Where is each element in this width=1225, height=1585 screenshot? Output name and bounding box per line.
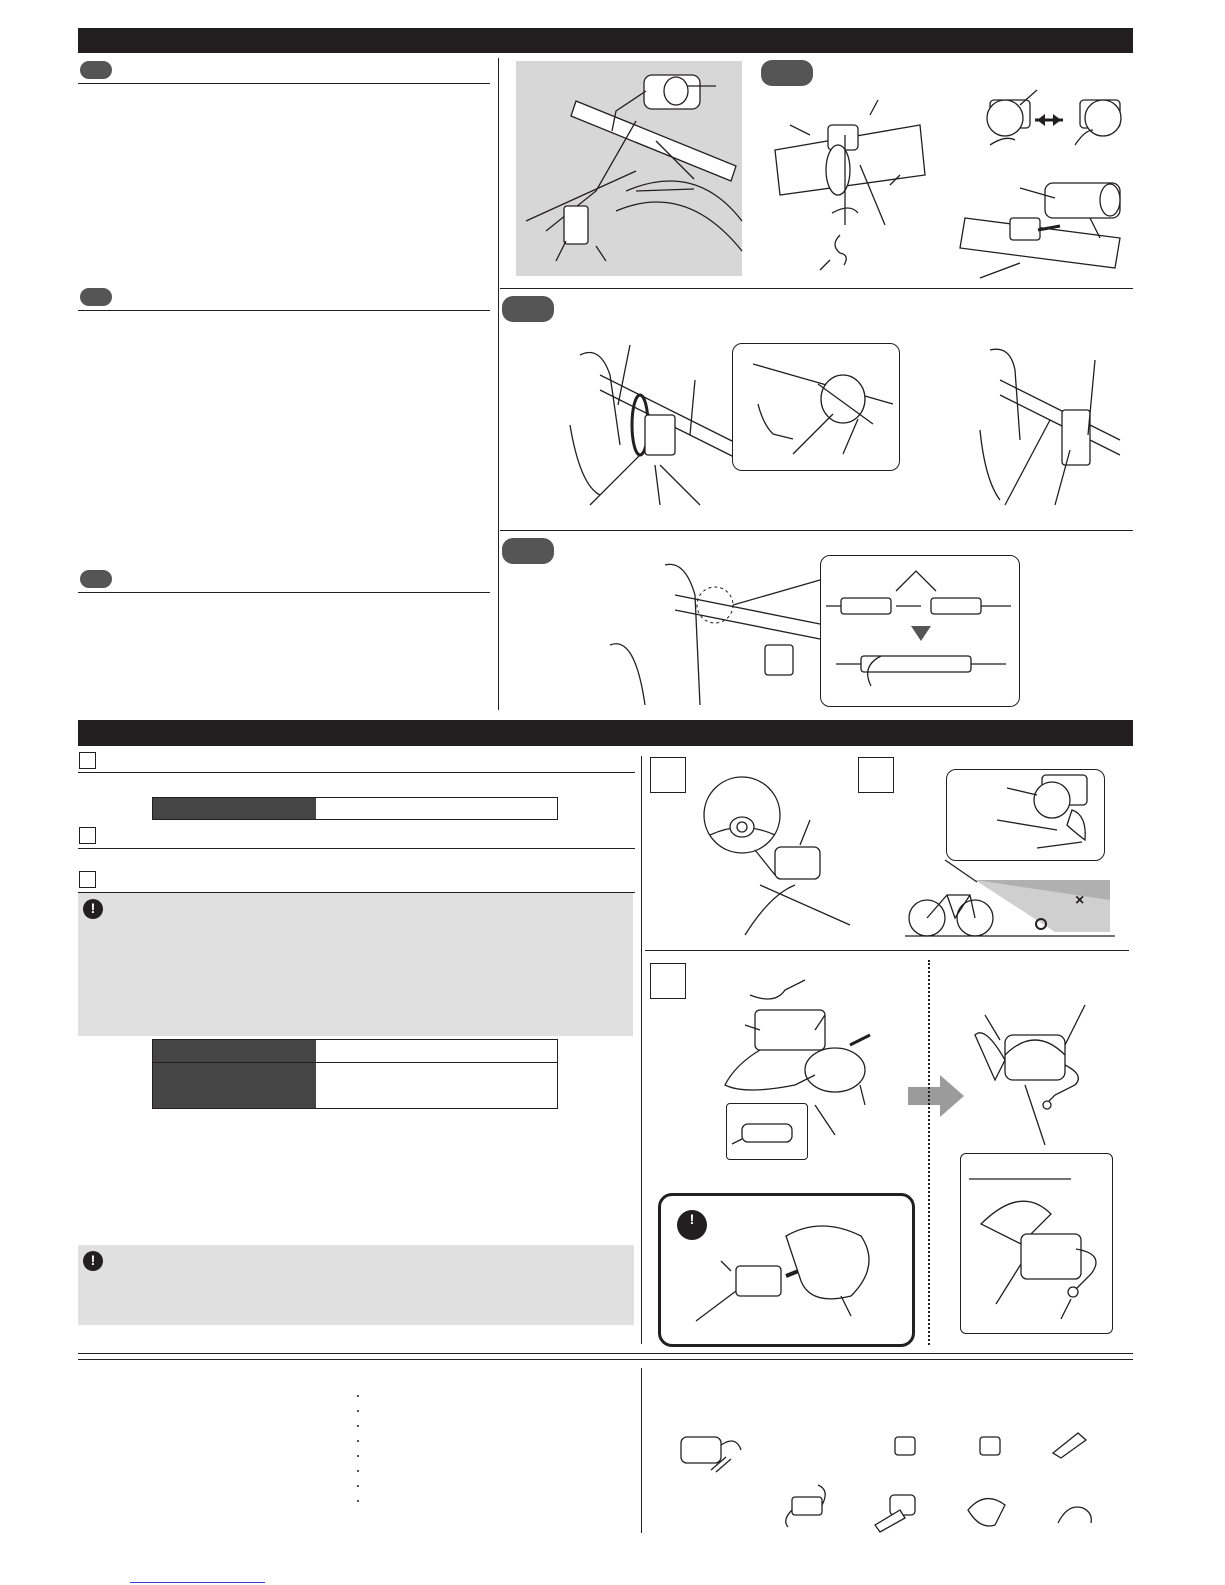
step-badge-4 <box>761 60 813 86</box>
divider <box>500 530 1133 531</box>
strap-detail-inset <box>732 343 900 471</box>
figure-number-b <box>858 757 894 793</box>
light-unit-accessory <box>676 1425 746 1475</box>
step-number-3 <box>79 871 96 888</box>
bicycle-beam-illustration <box>905 860 1115 940</box>
warning-icon <box>83 899 103 919</box>
lens-rotation-illustration <box>975 90 1125 160</box>
divider <box>78 83 490 84</box>
x-mark-icon: × <box>1075 892 1085 909</box>
dotted-divider <box>928 960 930 1345</box>
divider <box>78 592 490 593</box>
divider <box>500 288 1133 289</box>
cable-accessory <box>1053 1498 1098 1533</box>
warning-box <box>78 893 633 1036</box>
figure-number-a <box>650 757 686 793</box>
column-divider <box>641 1368 642 1533</box>
battery-case-accessory <box>960 1490 1015 1535</box>
step-badge-3 <box>80 570 112 588</box>
bracket-illustration <box>770 95 940 270</box>
warning-inset <box>658 1193 915 1347</box>
light-attach-illustration <box>960 178 1130 278</box>
footer-divider <box>78 1359 1133 1360</box>
plug-detail-inset <box>726 1103 808 1160</box>
battery-wrap-illustration <box>965 1005 1105 1115</box>
footer-link[interactable] <box>130 1582 265 1583</box>
beam-angle-inset <box>946 769 1105 861</box>
switch-illustration <box>700 765 850 945</box>
column-divider <box>498 58 499 710</box>
section-header-bar <box>78 720 1133 746</box>
battery-detail-inset <box>960 1153 1113 1334</box>
divider <box>78 310 490 311</box>
footer-divider <box>78 1353 1133 1354</box>
battery-strap-illustration <box>560 335 740 505</box>
divider <box>645 950 1129 951</box>
warning-box <box>78 1245 634 1325</box>
step-badge-6 <box>502 538 554 564</box>
mount-accessory <box>890 1432 920 1460</box>
strap-accessory <box>1048 1428 1088 1458</box>
battery-accessory <box>870 1490 925 1535</box>
section-header-bar <box>78 28 1133 53</box>
step-badge-2 <box>80 288 112 306</box>
cable-connect-illustration <box>605 555 825 710</box>
step-number-1 <box>79 752 96 769</box>
spec-table <box>152 797 558 820</box>
step-badge-1 <box>80 61 112 79</box>
divider <box>78 772 635 773</box>
arrow-icon <box>908 1075 964 1117</box>
light-mount-illustration <box>516 61 742 276</box>
warning-icon <box>83 1251 103 1271</box>
step-badge-5 <box>502 296 554 322</box>
step-number-2 <box>79 827 96 844</box>
mount-accessory <box>975 1432 1005 1460</box>
column-divider <box>641 756 642 1344</box>
divider <box>78 848 635 849</box>
connector-detail-inset <box>820 555 1020 707</box>
charge-table <box>152 1039 558 1109</box>
figure-number-c <box>650 963 686 999</box>
battery-mounted-illustration <box>970 340 1130 510</box>
bullet-list-markers <box>355 1390 365 1510</box>
charger-accessory <box>780 1485 830 1530</box>
